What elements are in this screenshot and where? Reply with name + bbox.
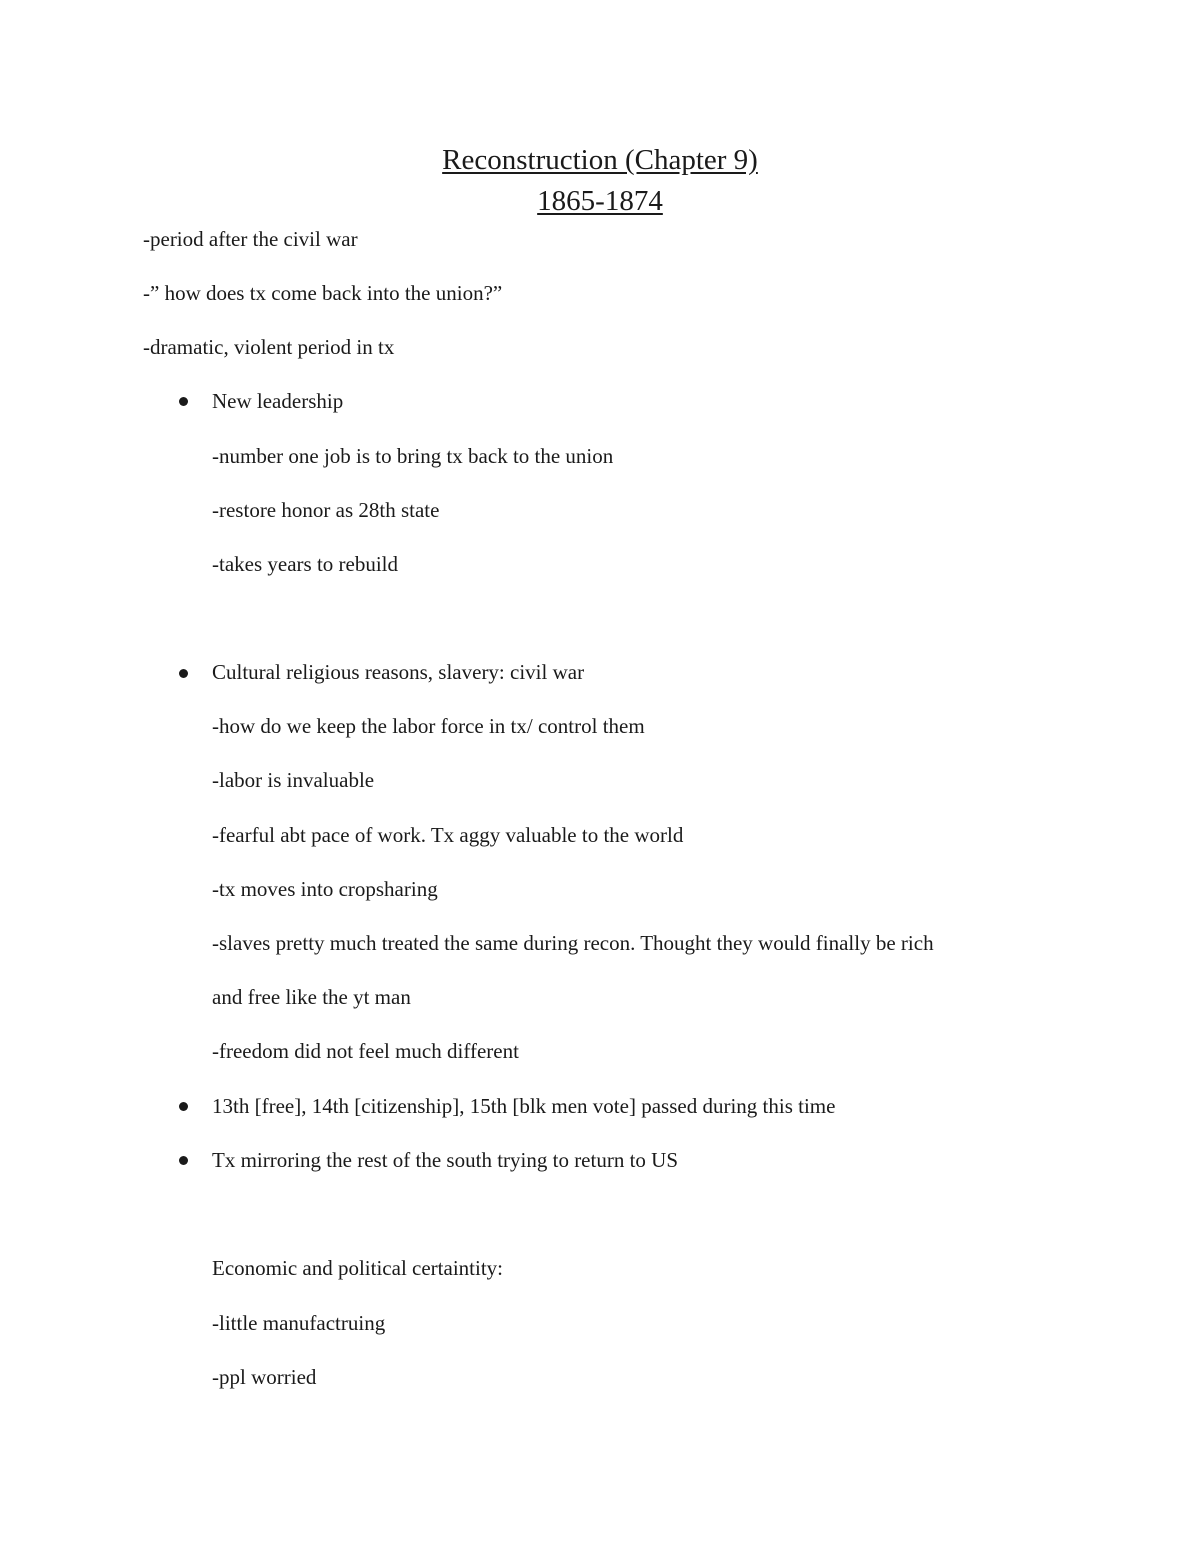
bullet-icon	[179, 1102, 188, 1111]
economic-heading: Economic and political certaintity:	[212, 1256, 503, 1280]
note-line: -how do we keep the labor force in tx/ control them	[212, 714, 645, 738]
intro-line: -dramatic, violent period in tx	[143, 335, 395, 359]
document-subtitle: 1865-1874	[537, 185, 663, 217]
note-line: -freedom did not feel much different	[212, 1039, 519, 1063]
document-title: Reconstruction (Chapter 9)	[442, 144, 758, 176]
intro-line: -period after the civil war	[143, 227, 358, 251]
note-line: and free like the yt man	[212, 985, 411, 1009]
note-line: -little manufactruing	[212, 1311, 386, 1335]
bullet-new-leadership: New leadership	[212, 389, 344, 413]
note-line: -ppl worried	[212, 1365, 317, 1389]
intro-line: -” how does tx come back into the union?”	[143, 281, 503, 305]
note-line: -takes years to rebuild	[212, 552, 399, 576]
bullet-tx-mirroring: Tx mirroring the rest of the south trying to return to US	[212, 1148, 679, 1172]
bullet-icon	[179, 669, 188, 678]
bullet-cultural-reasons: Cultural religious reasons, slavery: civil war	[212, 660, 585, 684]
note-line: -number one job is to bring tx back to the union	[212, 444, 614, 468]
bullet-amendments: 13th [free], 14th [citizenship], 15th [blk men vote] passed during this time	[212, 1094, 836, 1118]
bullet-icon	[179, 397, 188, 406]
note-line: -fearful abt pace of work. Tx aggy valuable to the world	[212, 823, 684, 847]
bullet-icon	[179, 1156, 188, 1165]
note-line: -labor is invaluable	[212, 768, 375, 792]
note-line: -slaves pretty much treated the same during recon. Thought they would finally be rich	[212, 931, 934, 955]
note-line: -tx moves into cropsharing	[212, 877, 438, 901]
note-line: -restore honor as 28th state	[212, 498, 440, 522]
